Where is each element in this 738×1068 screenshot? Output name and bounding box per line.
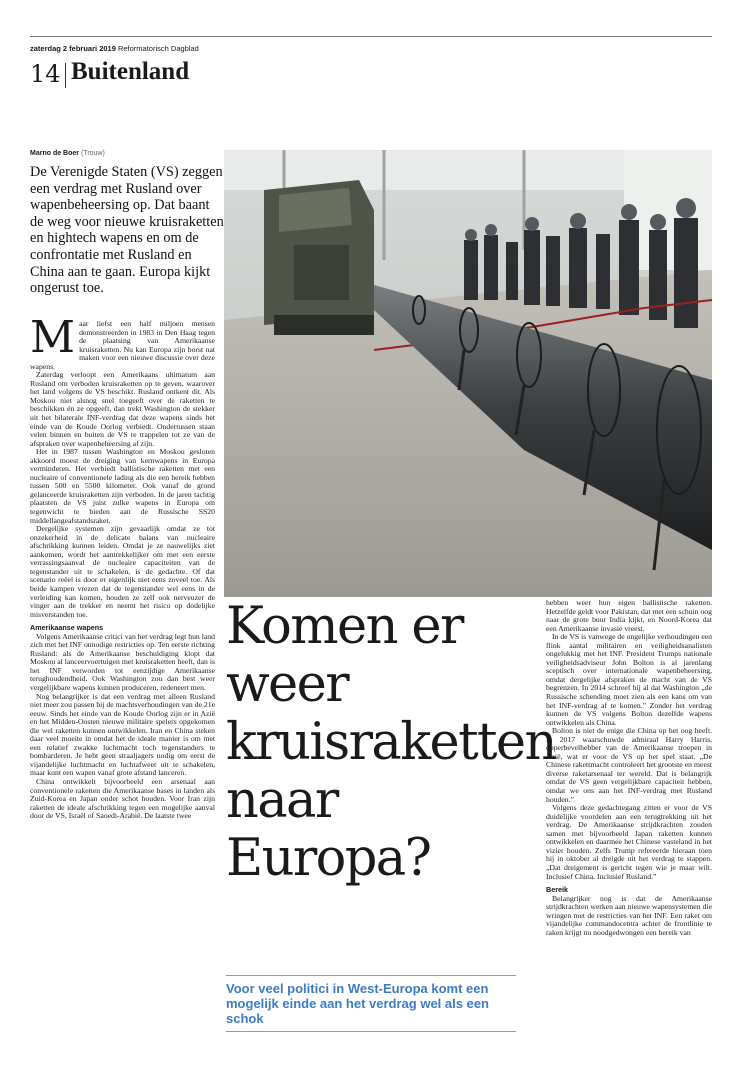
paragraph: Belangrijker nog is dat de Amerikaanse strijdkrachten werken aan nieuwe wapensystemen die wringen met de restricties van het INF. Een raket om vijandelijke commandocentra achter de frontlinie te raken krijgt nu noodgedwongen een bereik van	[546, 893, 712, 937]
article-column-1	[30, 320, 215, 1060]
author-name: Marno de Boer	[30, 150, 80, 157]
quote-rule-top	[226, 975, 516, 976]
section-divider	[65, 63, 66, 88]
issue-date: zaterdag 2 februari 2019	[30, 44, 116, 53]
quote-rule-bottom	[226, 1031, 516, 1032]
article-column-3	[546, 599, 712, 1061]
page-number: 14	[30, 60, 61, 88]
paragraph: Dergelijke systemen zijn gevaarlijk omdat ze tot onzekerheid in de delicate balans van nucleaire afschrikking kunnen leiden. Omdat je ze nauwelijks ziet aankomen, wordt het aantrekkelijker om met een eerste verrassingsaanval de nucleaire capaciteiten van de tegenstander uit te schakelen, is de gedachte. Of dat scenario reëel is door er eigenlijk niet eens zoveel toe. Als beide kampen vrezen dat de tegenstander wel eens in de verleiding kan komen, houden ze zelf ook nerveuzer de vinger aan de trekker en neemt het risico op dodelijke misverstanden toe.	[30, 524, 215, 619]
paragraph: Maar liefst een half miljoen mensen demonstreerden in 1983 in Den Haag tegen de plaatsing van Amerikaanse kruisraketten. Nu kan Europa zijn borst nat maken voor een nieuwe discussie over deze wapens.	[30, 320, 215, 371]
paragraph: Volgens Amerikaanse critici van het verdrag legt hun land zich met het INF onnodige restricties op. Ten eerste richting Rusland: als de Amerikaanse beschuldiging klopt dat Moskou al lanceervoertuigen met kruisraketten heeft, dan is het INF verworden tot eenzijdige Amerikaanse terughoudendheid. Ook Washington zou dan best weer vergelijkbare wapens kunnen produceren, redeneert men.	[30, 631, 215, 692]
subheading: Amerikaanse wapens	[30, 623, 104, 633]
byline	[30, 150, 105, 157]
paragraph: Zaterdag verloopt een Amerikaans ultimatum aan Rusland om verboden kruisraketten op te geven, waarover het land volgens de VS beschikt. Rusland ontkent dit. Als Moskou niet alsnog snel toegeeft over de raketten te beschikken én ze opgeeft, dan trekt Washington de stekker uit het bilaterale INF-verdrag dat deze wapens sinds het einde van de Koude Oorlog verbiedt. Ondertussen staan velen binnen en buiten de VS te trappelen tot ze van de afspraken over wapenbeheersing af zijn.	[30, 370, 215, 448]
dateline	[30, 44, 199, 53]
paragraph: hebben weer hun eigen ballistische raketten. Hetzelfde geldt voor Pakistan, dat met een schuin oog naar de grote buur India kijkt, en Noord-Korea dat een Amerikaanse invasie vreest.	[546, 599, 712, 633]
paragraph: Volgens deze gedachtegang zitten er voor de VS duidelijke voordelen aan een terugtrekking uit het verdrag. De Amerikaanse strijdkrachten zouden samen met bijvoorbeeld Japan raketten kunnen ontwikkelen en daarmee het Chinese vasteland in het vizier houden. Zelfs Trump refereerde hieraan toen hij in oktober al dreigde uit het verdrag te stappen. „Dat dreigement is gericht tegen wie je maar wilt. Inclusief China. Inclusief Rusland.”	[546, 803, 712, 881]
paragraph: China ontwikkelt bijvoorbeeld een arsenaal aan conventionele raketten die Amerikaanse bases in landen als Zuid-Korea en Japan onder schot houden. Voor Iran zijn raketten de ideale afschrikking tegen een mogelijke aanval door de VS, Israël of Saoedi-Arabië. De laatste twee	[30, 776, 215, 821]
article-intro: De Verenigde Staten (VS) zeggen een verdrag met Rusland over wapenbeheersing op. Dat baant de weg voor nieuwe kruisraketten en hightech wapens en om de confrontatie met Rusland en China aan te gaan. Europa kijkt ongerust toe.	[30, 164, 224, 297]
headline: Komen er weer kruisraketten naar Europa?	[226, 597, 556, 888]
drop-cap: M	[30, 320, 76, 363]
section-title: Buitenland	[71, 58, 190, 85]
missile-hall-photo-icon	[224, 150, 712, 597]
article-photo	[224, 150, 712, 597]
paper-name: Reformatorisch Dagblad	[117, 44, 199, 53]
paragraph: In de VS is vanwege de ongelijke verhoudingen een flink aantal militairen en veiligheidsanalisten ongelukkig met het INF. President Trumps nationale veiligheidsadviseur John Bolton is al jarenlang sceptisch over internationale wapenbeheersing, omdat dergelijke afspraken de macht van de VS begrenzen. In 2014 schreef hij al dat Washington „de Russische schending moet zien als een kans om van het INF-verdrag af te komen.” Zonder het verdrag kunnen de VS volgens Bolton dezelfde wapens ontwikkelen als China.	[546, 632, 712, 727]
top-rule	[30, 36, 712, 37]
paragraph: Nog belangrijker is dat een verdrag met alleen Rusland niet meer zou passen bij de machtsverhoudingen van de 21e eeuw. Sinds het einde van de Koude Oorlog zijn er in Azië en het Midden-Oosten nieuwe militaire spelers opgekomen die wel raketten kunnen ontwikkelen. Iran en China steken daar veel moeite in omdat het de ideale manier is om met een relatief zwakke luchtmacht toch tegenstanders te bombarderen. Je hebt geen straaljagers nodig om eerst de vijandelijke luchtmacht en luchtafweer uit te schakelen, maar kunt een wapen vanaf grote afstand lanceren.	[30, 691, 215, 778]
paragraph: Bolton is niet de enige die China op het oog heeft. In 2017 waarschuwde admiraal Harry Harris, opperbevelhebber van de Amerikaanse troepen in Azië, wat er voor de VS op het spel staat. „De Chinese rakettmacht controleert het grootste en meest diverse raketarsenaal ter wereld. Dat is belangrijk omdat de VS geen vergelijkbare capaciteit hebben, omdat we ons aan het INF-verdrag met Rusland houden.”	[546, 726, 712, 804]
pull-quote: Voor veel politici in West-Europa komt een mogelijk einde aan het verdrag wel als een schok	[226, 981, 489, 1026]
subheading: Bereik	[546, 885, 568, 895]
author-source: (Trouw)	[80, 150, 105, 157]
paragraph: Het in 1987 tussen Washington en Moskou gesloten akkoord moest de dreiging van kernwapens in Europa verminderen. Het verbiedt ballistische raketten met een nucleaire of conventionele lading als die een bereik hebben tussen 500 en 5500 kilometer. Ook vanaf de grond gelanceerde kruisraketten zijn verboden. In de jaren tachtig plaatsten de VS juist zulke wapens in Europa om tegenwicht te bieden aan de Russische SS20 middellangeafstandsraket.	[30, 447, 215, 525]
